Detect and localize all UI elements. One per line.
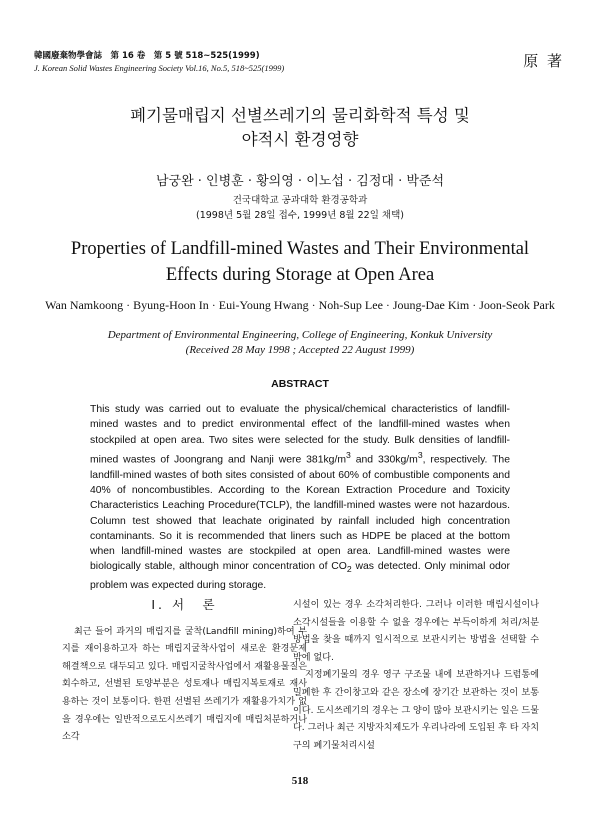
page-number: 518 — [291, 775, 309, 787]
journal-header-english: J. Korean Solid Wastes Engineering Society Vol.16, No.5, 518~525(1999) — [34, 63, 285, 73]
article-type-label: 原 著 — [523, 52, 564, 70]
english-authors: Wan Namkoong · Byung-Hoon In · Eui-Young Hwang · Noh-Sup Lee · Joung-Dae Kim · Joon-Seok Park — [45, 298, 555, 312]
abstract-subscript-1: 2 — [346, 564, 352, 575]
section-heading-introduction: Ⅰ. 서 론 — [151, 597, 218, 612]
journal-header — [34, 50, 284, 74]
korean-title — [0, 104, 600, 152]
english-affiliation-block — [0, 328, 600, 358]
korean-authors: 남궁완 · 인병훈 · 황의영 · 이노섭 · 김정대 · 박준석 — [155, 174, 445, 189]
english-dates: (Received 28 May 1998 ; Accepted 22 August 1999) — [185, 344, 415, 356]
abstract-text-part3: , respectively. The landfill-mined wastes of both sites consisted of about 60% of combustible components and 40% of noncombustibles. According to the Korean Extraction Procedure and Toxicity Characteristics Leaching Procedure(TCLP), the landfill-mined wastes were not hazardous. Column test showed that leachate originated by rainfall included high concentration contaminants. So it is recommended that liners such as HDPE be placed at the bottom when landfill-mined wastes are stockpiled at open area. Landfill-mined wastes were biologically stable, although minor concentration of CO — [90, 454, 510, 573]
korean-dates: (1998년 5월 28일 접수, 1999년 8월 22일 채택) — [196, 210, 404, 221]
body-paragraph: 시설이 있는 경우 소각처리한다. 그러나 이러한 매립시설이나 소각시설들을 이용할 수 없을 경우에는 부득이하게 처리/처분방법을 찾을 때까지 일시적으로 보관시키는 방법을 선택할 수 밖에 없다. — [293, 600, 539, 663]
english-affiliation: Department of Environmental Engineering, College of Engineering, Konkuk University — [107, 329, 493, 341]
journal-header-korean: 韓國廢棄物學會誌 第 16 卷 第 5 號 518~525(1999) — [34, 51, 260, 61]
english-title — [0, 236, 600, 288]
abstract-heading: ABSTRACT — [271, 378, 329, 390]
abstract-superscript-1: 3 — [346, 449, 351, 460]
body-column-right — [293, 597, 539, 755]
body-paragraph: 최근 들어 과거의 매립지를 굴착(Landfill mining)하여 부지를 재이용하고자 하는 매립지굴착사업이 새로운 환경문제 해결책으로 대두되고 있다. 매립지굴착사업에서 재활용물질은 회수하고, 선별된 토양부분은 성토재나 매립지복토재로 재사용하는 것이 보통이다. 한편 선별된 쓰레기가 재활용가치가 없을 경우에는 일반적으로도시쓰레기 매립지에 매립처분하거나 소각 — [62, 626, 307, 743]
abstract-text-part4: was detected. Only minimal odor problem was expected during storage. — [90, 561, 511, 591]
english-title-line1: Properties of Landfill-mined Wastes and Their Environmental — [70, 239, 530, 259]
korean-title-line2: 야적시 환경영향 — [241, 130, 359, 149]
english-title-line2: Effects during Storage at Open Area — [165, 265, 435, 285]
abstract-text — [90, 402, 510, 593]
body-paragraph: 지정폐기물의 경우 영구 구조물 내에 보관하거나 드럼통에 밀폐한 후 간이창고와 같은 장소에 장기간 보관하는 것이 보통이다. 도시쓰레기의 경우는 그 양이 많아 보관시키는 일은 드물다. 그러나 최근 지방자치제도가 우리나라에 도입된 후 타 자치구의 폐기물처리시설 — [293, 670, 539, 751]
korean-affiliation-block — [0, 193, 600, 223]
abstract-text-part1: This study was carried out to evaluate the physical/chemical characteristics of landfill-mined wastes and to predict environmental effect of the landfill-mined wastes when stockpiled at open area. Two sites were selected for the study. Bulk densities of landfill-mined wastes of Joongrang and Nanji were 381kg/m — [90, 404, 510, 466]
korean-title-line1: 폐기물매립지 선별쓰레기의 물리화학적 특성 및 — [130, 106, 470, 125]
abstract-text-part2: and 330kg/m — [350, 454, 418, 466]
body-column-left — [62, 594, 307, 747]
korean-affiliation: 건국대학교 공과대학 환경공학과 — [232, 195, 368, 206]
abstract-superscript-2: 3 — [417, 449, 423, 460]
